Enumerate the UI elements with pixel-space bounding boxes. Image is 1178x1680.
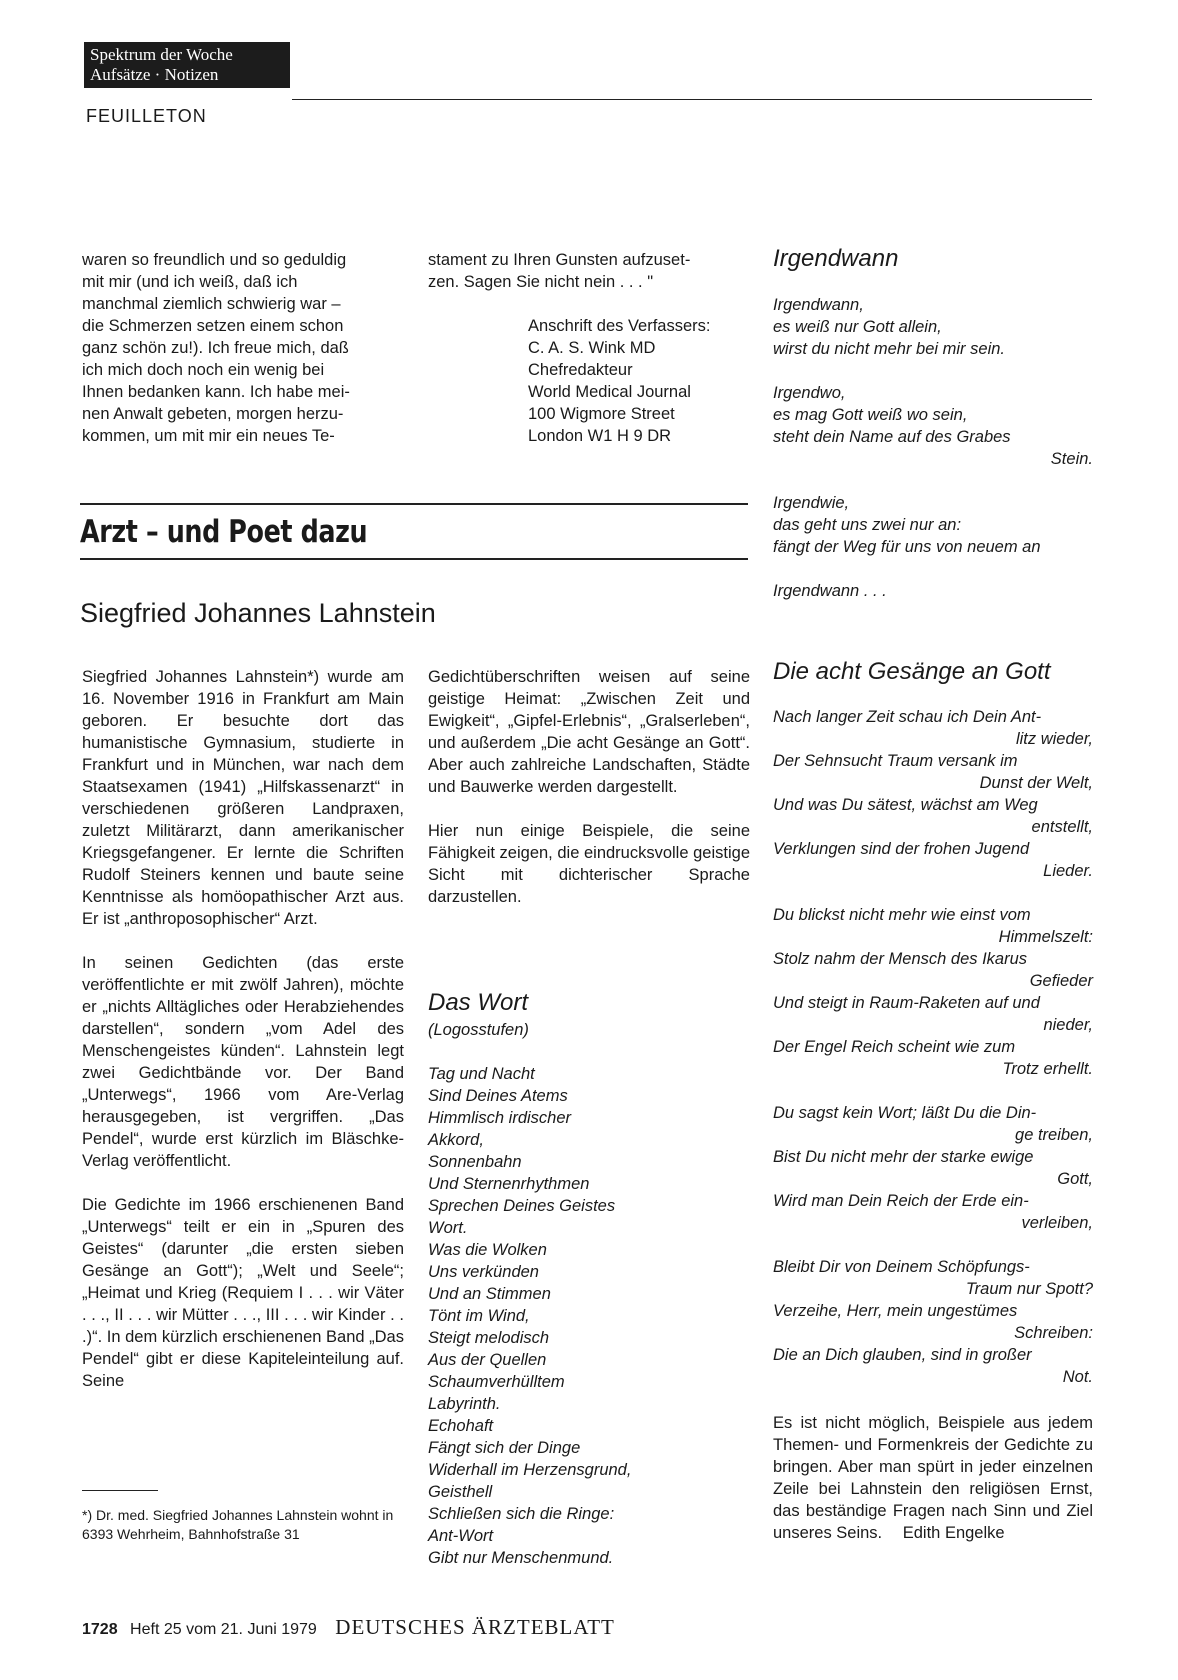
closing-block	[773, 1412, 1093, 1544]
poem-line-cont: Lieder.	[1043, 862, 1093, 880]
poem-line: Nach langer Zeit schau ich Dein Ant-	[773, 708, 1042, 726]
poem-line: Verzeihe, Herr, mein ungestümes	[773, 1302, 1018, 1320]
right-column-rule	[768, 99, 1090, 100]
poem-line: Echohaft	[428, 1417, 494, 1435]
poem-line: Widerhall im Herzensgrund,	[428, 1461, 632, 1479]
poem-line: Der Engel Reich scheint wie zum	[773, 1038, 1016, 1056]
text-line: mit mir (und ich weiß, daß ich	[82, 273, 298, 291]
closing-paragraph	[773, 1412, 1093, 1544]
poem-line: Ant-Wort	[428, 1527, 494, 1545]
poem-irgendwann	[773, 294, 1093, 602]
poem-line: Stolz nahm der Mensch des Ikarus	[773, 950, 1028, 968]
poem-line: Irgendwo,	[773, 384, 846, 402]
author-address	[528, 315, 768, 447]
page-footer	[82, 1615, 615, 1640]
poem-line: Und Sternenrhythmen	[428, 1175, 590, 1193]
poem-line-cont: Gefieder	[1029, 972, 1093, 990]
poem-line-cont: nieder,	[1043, 1016, 1093, 1034]
poem-line: Irgendwann . . .	[773, 582, 887, 600]
poem-line-cont: Schreiben:	[1014, 1324, 1093, 1342]
body-paragraph: Siegfried Johannes Lahnstein*) wurde am 16. November 1916 in Frankfurt am Main geboren. Er besuchte dort das humanistische Gymnasium, studierte in Frankfurt und in München, war nach dem Staatsexamen (1941) „Hilfskassenarzt“ in verschiedenen größeren Landpraxen, zuletzt Militärarzt, dann amerikanischer Kriegsgefangener. Er lernte die Schriften Rudolf Steiners kennen und baute seine Kenntnisse als homöopathischer Arzt aus. Er ist „anthroposophischer“ Arzt.	[82, 668, 404, 928]
poem-line: Schließen sich die Ringe:	[428, 1505, 615, 1523]
text-line: Ihnen bedanken kann. Ich habe mei-	[82, 383, 350, 401]
poem-gesaenge	[773, 706, 1093, 1388]
article-col1	[82, 666, 404, 1392]
poem-line: Tönt im Wind,	[428, 1307, 530, 1325]
issue-info: Heft 25 vom 21. Juni 1979	[130, 1621, 317, 1638]
article-headline: Arzt – und Poet dazu	[80, 514, 368, 550]
poem-line-cont: Gott,	[1057, 1170, 1093, 1188]
poem-line: Die an Dich glauben, sind in großer	[773, 1346, 1032, 1364]
poem-line: Geisthell	[428, 1483, 493, 1501]
poem-line-cont: litz wieder,	[1015, 730, 1093, 748]
poem-line: es mag Gott weiß wo sein,	[773, 406, 968, 424]
address-line: World Medical Journal	[528, 383, 691, 401]
address-line: 100 Wigmore Street	[528, 405, 675, 423]
department-badge	[84, 42, 290, 88]
poem-line: Sonnenbahn	[428, 1153, 522, 1171]
poem-line: Gibt nur Menschenmund.	[428, 1549, 614, 1567]
text-line: zen. Sagen Sie nicht nein . . . "	[428, 273, 654, 291]
poem-subtitle: (Logosstufen)	[428, 1021, 529, 1039]
address-line: Anschrift des Verfassers:	[528, 317, 711, 335]
prev-article-col1	[82, 249, 404, 447]
closing-text: Es ist nicht möglich, Beispiele aus jedem Themen- und Formenkreis der Gedichte zu bringen. Aber man spürt in jeder einzelnen Zeile bei Lahnstein den religiösen Ernst, das beständige Fragen nach Sinn und Ziel unseres Seins.	[773, 1414, 1093, 1542]
poem-line-cont: Trotz erhellt.	[1002, 1060, 1093, 1078]
poem-line-cont: verleiben,	[1021, 1214, 1093, 1232]
address-line: C. A. S. Wink MD	[528, 339, 656, 357]
poem-line: das geht uns zwei nur an:	[773, 516, 962, 534]
badge-line-1: Spektrum der Woche	[90, 45, 233, 64]
poem-line-cont: Not.	[1062, 1368, 1093, 1386]
article-author: Siegfried Johannes Lahnstein	[80, 598, 436, 628]
poem-line: Bist Du nicht mehr der starke ewige	[773, 1148, 1034, 1166]
poem-line-cont: Traum nur Spott?	[965, 1280, 1093, 1298]
poem-line: Irgendwie,	[773, 494, 850, 512]
publication-name: DEUTSCHES ÄRZTEBLATT	[335, 1615, 615, 1639]
poem-line: Und an Stimmen	[428, 1285, 551, 1303]
poem-line-cont: ge treiben,	[1015, 1126, 1093, 1144]
address-line: London W1 H 9 DR	[528, 427, 672, 445]
poem-line: Himmlisch irdischer	[428, 1109, 572, 1127]
address-line: Chefredakteur	[528, 361, 633, 379]
poem-line: Du blickst nicht mehr wie einst vom	[773, 906, 1031, 924]
body-paragraph: Die Gedichte im 1966 erschienenen Band „Unterwegs“ teilt er ein in „Spuren des Geistes“ (darunter „die ersten sieben Gesänge an Gott“); „Welt und Seele“; „Heimat und Krieg (Requiem I . . . wir Väter . . ., II . . . wir Mütter . . ., III . . . wir Kinder . . .)“. In dem kürzlich erschienenen Band „Das Pendel“ gibt er diese Kapiteleinteilung auf. Seine	[82, 1196, 404, 1390]
poem-line-cont: Himmelszelt:	[998, 928, 1093, 946]
poem-line-cont: Stein.	[1050, 450, 1093, 468]
poem-line: Steigt melodisch	[428, 1329, 550, 1347]
poem-title-irgendwann: Irgendwann	[773, 245, 899, 272]
poem-line: Sind Deines Atems	[428, 1087, 568, 1105]
poem-line: Was die Wolken	[428, 1241, 547, 1259]
poem-title-das-wort: Das Wort	[428, 989, 529, 1016]
headline-rule-bottom	[80, 558, 748, 560]
poem-line: Tag und Nacht	[428, 1065, 535, 1083]
text-line: kommen, um mit mir ein neues Te-	[82, 427, 335, 445]
poem-line: Sprechen Deines Geistes	[428, 1197, 616, 1215]
author-signature: Edith Engelke	[902, 1524, 1005, 1542]
footnote-rule	[82, 1490, 158, 1491]
poem-line: Aus der Quellen	[428, 1351, 547, 1369]
poem-line: wirst du nicht mehr bei mir sein.	[773, 340, 1005, 358]
badge-line-2: Aufsätze · Notizen	[90, 65, 219, 84]
poem-line: Uns verkünden	[428, 1263, 539, 1281]
poem-line: Akkord,	[428, 1131, 484, 1149]
text-line: nen Anwalt gebeten, morgen herzu-	[82, 405, 344, 423]
text-line: stament zu Ihren Gunsten aufzuset-	[428, 251, 691, 269]
text-line: ganz schön zu!). Ich freue mich, daß	[82, 339, 349, 357]
poem-line: Bleibt Dir von Deinem Schöpfungs-	[773, 1258, 1030, 1276]
body-paragraph: Gedichtüberschriften weisen auf seine geistige Heimat: „Zwischen Zeit und Ewigkeit“, „Gipfel-Erlebnis“, „Gralserleben“, und außerdem „Die acht Gesänge an Gott“. Aber auch zahlreiche Landschaften, Städte und Bauwerke werden dargestellt.	[428, 668, 750, 796]
poem-title-gesaenge: Die acht Gesänge an Gott	[773, 658, 1051, 685]
poem-line-cont: Dunst der Welt,	[979, 774, 1093, 792]
footnote: *) Dr. med. Siegfried Johannes Lahnstein wohnt in 6393 Wehrheim, Bahnhofstraße 31	[82, 1507, 394, 1542]
poem-line: Wird man Dein Reich der Erde ein-	[773, 1192, 1029, 1210]
poem-line: Wort.	[428, 1219, 468, 1237]
body-paragraph: In seinen Gedichten (das erste veröffentlichte er mit zwölf Jahren), möchte er „nichts Alltägliches oder Herabziehendes darstellen“, sondern „vom Adel des Menschengeistes künden“. Lahnstein legt zwei Gedichtbände vor. Der Band „Unterwegs“, 1966 vom Are-Verlag herausgegeben, ist vergriffen. „Das Pendel“, wurde erst kürzlich im Bläschke-Verlag veröffentlicht.	[82, 954, 404, 1170]
text-line: ich mich doch noch ein wenig bei	[82, 361, 325, 379]
poem-line: Der Sehnsucht Traum versank im	[773, 752, 1018, 770]
poem-line: Verklungen sind der frohen Jugend	[773, 840, 1030, 858]
poem-line-cont: entstellt,	[1031, 818, 1093, 836]
text-line: waren so freundlich und so geduldig	[82, 251, 347, 269]
poem-line: Fängt sich der Dinge	[428, 1439, 581, 1457]
body-paragraph: Hier nun einige Beispiele, die seine Fähigkeit zeigen, die eindrucksvolle geistige Sicht mit dichterischer Sprache darzustellen.	[428, 822, 750, 906]
prev-article-col2	[428, 249, 750, 293]
text-line: manchmal ziemlich schwierig war –	[82, 295, 341, 313]
poem-das-wort	[428, 1063, 750, 1569]
poem-line: Du sagst kein Wort; läßt Du die Din-	[773, 1104, 1037, 1122]
poem-line: fängt der Weg für uns von neuem an	[773, 538, 1041, 556]
section-label: FEUILLETON	[86, 106, 207, 126]
poem-line: Schaumverhülltem	[428, 1373, 565, 1391]
poem-line: steht dein Name auf des Grabes	[773, 428, 1011, 446]
headline-rule-top	[80, 503, 748, 505]
poem-line: Und was Du sätest, wächst am Weg	[773, 796, 1038, 814]
poem-line: Und steigt in Raum-Raketen auf und	[773, 994, 1040, 1012]
page-number: 1728	[82, 1621, 118, 1638]
poem-line: Irgendwann,	[773, 296, 864, 314]
article-col2	[428, 666, 750, 908]
poem-line: es weiß nur Gott allein,	[773, 318, 942, 336]
poem-line: Labyrinth.	[428, 1395, 501, 1413]
text-line: die Schmerzen setzen einem schon	[82, 317, 344, 335]
